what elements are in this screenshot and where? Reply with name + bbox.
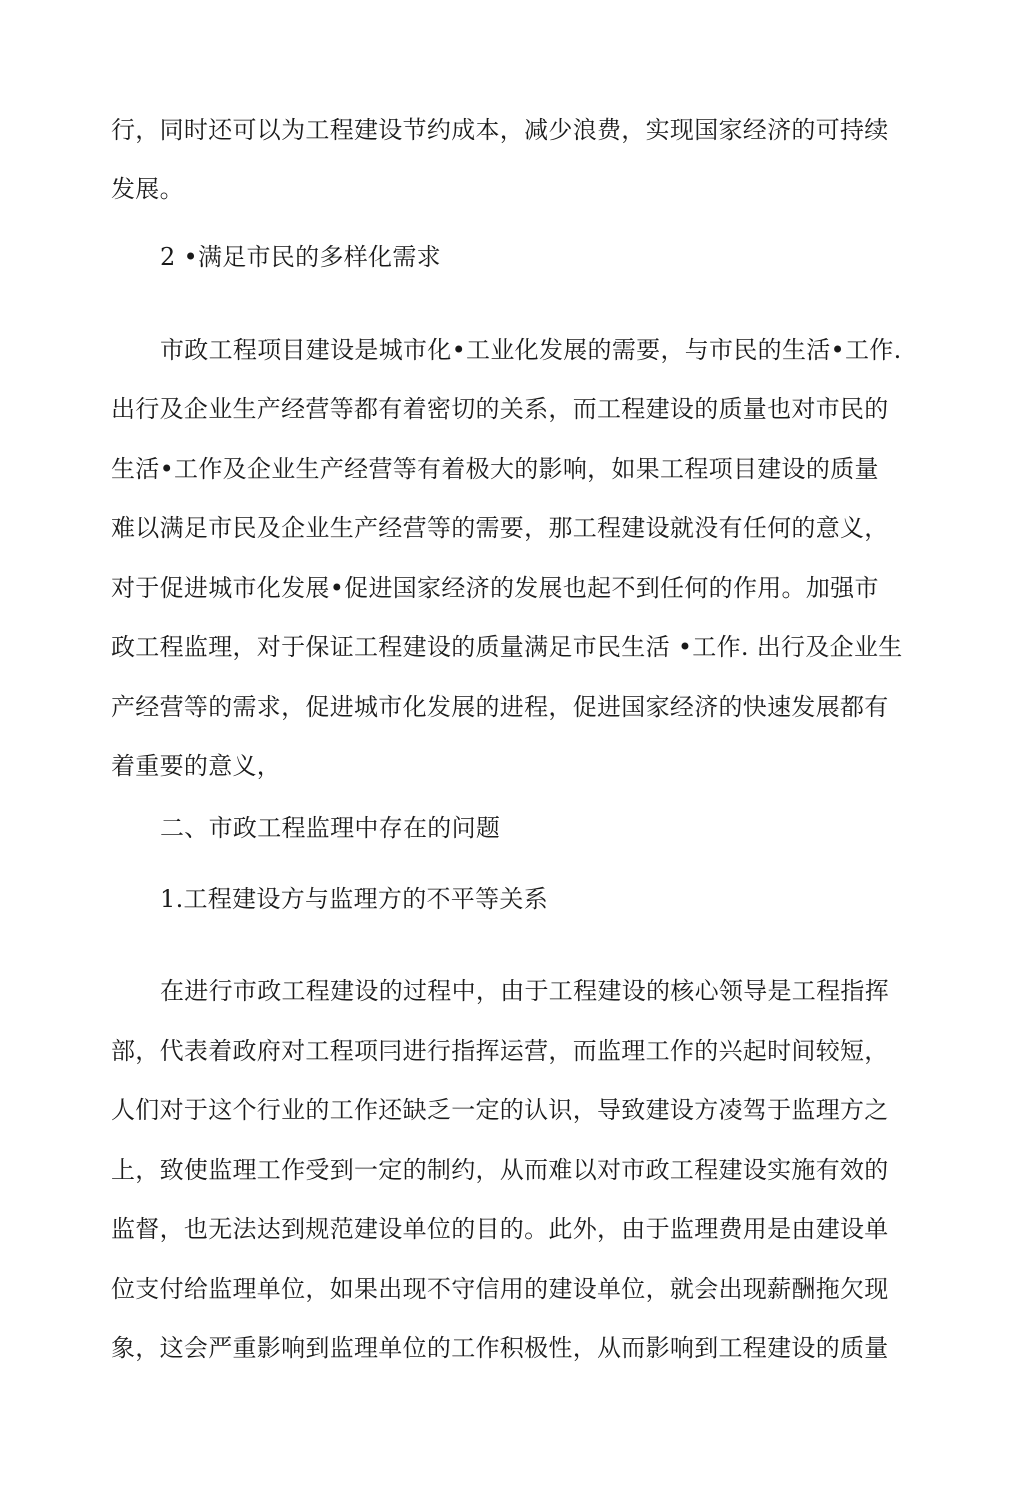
paragraph-line: 着重要的意义， <box>111 752 282 780</box>
paragraph-line: 政工程监理，对于保证工程建设的质量满足市民生活 •工作. 出行及企业生 <box>111 633 903 661</box>
paragraph-line: 发展。 <box>111 175 184 203</box>
paragraph-line: 象，这会严重影响到监理单位的工作积极性，从而影响到工程建设的质量 <box>111 1334 889 1362</box>
paragraph-line: 上，致使监理工作受到一定的制约，从而难以对市政工程建设实施有效的 <box>111 1156 889 1184</box>
paragraph-line: 监督，也无法达到规范建设单位的目的。此外，由于监理费用是由建设单 <box>111 1215 889 1243</box>
section-heading: 2 •满足市民的多样化需求 <box>160 243 441 271</box>
paragraph-line: 生活•工作及企业生产经营等有着极大的影响，如果工程项目建设的质量 <box>111 455 879 483</box>
paragraph-line: 难以满足市民及企业生产经营等的需要，那工程建设就没有任何的意义， <box>111 514 889 542</box>
paragraph-line: 产经营等的需求，促进城市化发展的进程，促进国家经济的快速发展都有 <box>111 693 889 721</box>
paragraph-line: 部，代表着政府对工程项冃进行指挥运营，而监理工作的兴起时间较短， <box>111 1037 889 1065</box>
paragraph-line: 人们对于这个行业的工作还缺乏一定的认识，导致建设方凌驾于监理方之 <box>111 1096 889 1124</box>
section-heading: 二、市政工程监理中存在的问题 <box>160 814 501 842</box>
subsection-heading: 1.工程建设方与监理方的不平等关系 <box>160 885 548 913</box>
paragraph-line: 在进行市政工程建设的过程中，由于工程建设的核心领导是工程指挥 <box>160 977 889 1005</box>
paragraph-line: 对于促进城市化发展•促进国家经济的发展也起不到任何的作用。加强市 <box>111 574 879 602</box>
paragraph-line: 位支付给监理单位，如果出现不守信用的建设单位，就会出现薪酬拖欠现 <box>111 1275 889 1303</box>
paragraph-line: 出行及企业生产经营等都有着密切的关系，而工程建设的质量也对市民的 <box>111 395 889 423</box>
paragraph-line: 行，同时还可以为工程建设节约成本，减少浪费，实现国家经济的可持续 <box>111 116 889 144</box>
paragraph-line: 市政工程项目建设是城市化•工业化发展的需要，与市民的生活•工作. <box>160 336 902 364</box>
